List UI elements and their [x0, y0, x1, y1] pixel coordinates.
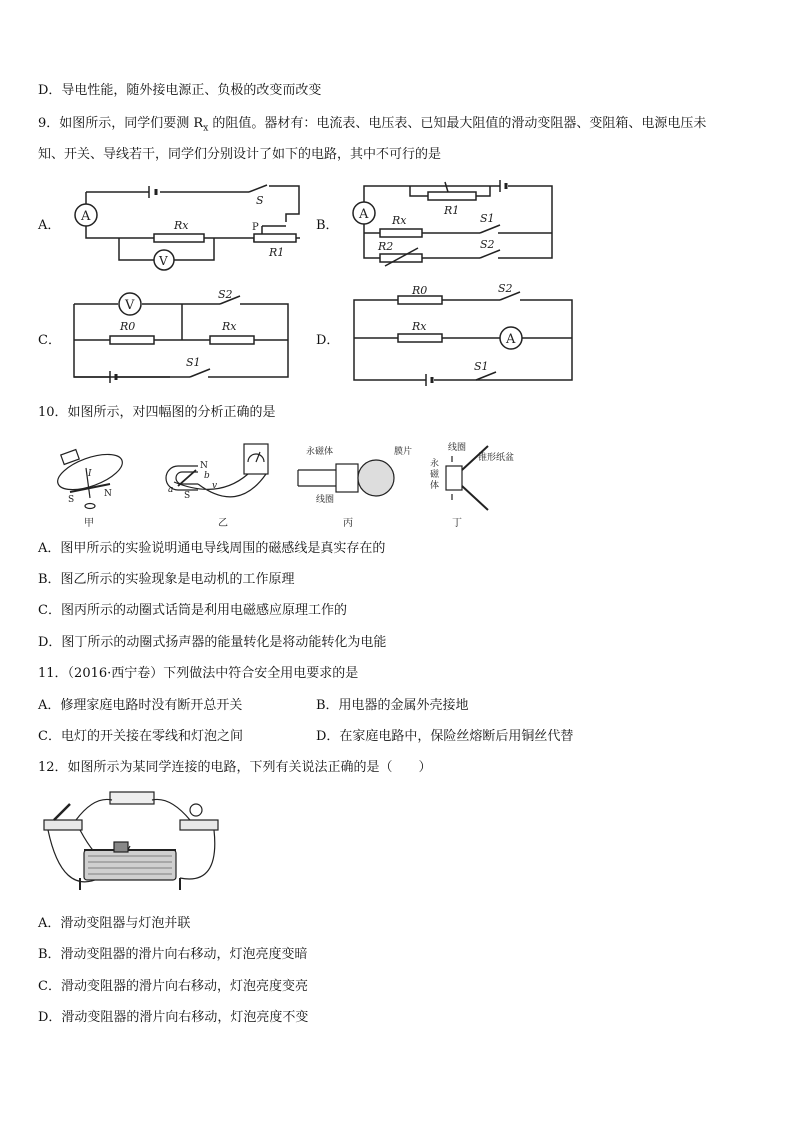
q10-option-d: D．图丁所示的动圈式扬声器的能量转化是将动能转化为电能: [38, 635, 387, 650]
svg-text:永 磁 体: [430, 457, 442, 491]
svg-text:P: P: [252, 222, 259, 233]
svg-text:S: S: [68, 495, 75, 505]
svg-text:A: A: [359, 207, 369, 222]
svg-text:R2: R2: [378, 240, 394, 253]
svg-text:S: S: [256, 194, 264, 207]
svg-text:永磁体: 永磁体: [306, 447, 334, 457]
q12-lamp-base: [180, 820, 218, 830]
svg-text:v: v: [212, 481, 218, 491]
svg-text:R1: R1: [444, 204, 460, 217]
q12-rheostat-body: [84, 850, 176, 880]
svg-text:S: S: [184, 491, 191, 501]
q12-option-c: C．滑动变阻器的滑片向右移动，灯泡亮度变亮: [38, 979, 308, 994]
q10-option-c: C．图丙所示的动圈式话筒是利用电磁感应原理工作的: [38, 603, 347, 618]
q9-circuit-b: [340, 178, 560, 270]
svg-text:乙: 乙: [218, 518, 228, 529]
q9d-rx-resistor: [398, 334, 442, 342]
svg-text:S1: S1: [474, 360, 489, 373]
svg-text:R0: R0: [120, 320, 136, 333]
svg-text:丁: 丁: [452, 518, 462, 529]
q8-option-d: D．导电性能，随外接电源正、负极的改变而改变: [38, 83, 322, 98]
svg-text:a: a: [168, 485, 174, 495]
q10-option-b: B．图乙所示的实验现象是电动机的工作原理: [38, 572, 295, 587]
svg-text:线圈: 线圈: [448, 443, 467, 453]
q12-rheostat-slider: [114, 842, 128, 852]
q10-fig-jia: [53, 447, 126, 529]
q12-option-b: B．滑动变阻器的滑片向右移动，灯泡亮度变暗: [38, 947, 308, 962]
q11-option-b: B．用电器的金属外壳接地: [316, 698, 469, 713]
q9b-rx-resistor: [380, 229, 422, 237]
svg-text:N: N: [200, 461, 208, 471]
q10-fig-bing: [298, 445, 412, 529]
svg-text:丙: 丙: [343, 518, 353, 529]
q10-ding-magnet-3: 体: [430, 481, 440, 491]
q9-circuit-c: [70, 288, 300, 387]
q9-subscript: x: [203, 123, 209, 134]
q9-stem-rest: 的阻值。器材有：电流表、电压表、已知最大阻值的滑动变阻器、变阻箱、电源电压未: [208, 116, 707, 131]
svg-text:Rx: Rx: [392, 214, 407, 227]
svg-text:S1: S1: [186, 356, 201, 369]
q12-switch-lever: [54, 804, 70, 820]
svg-text:S2: S2: [498, 282, 513, 295]
q12-circuit-photo: [40, 786, 225, 904]
svg-text:R0: R0: [412, 284, 428, 297]
q9-label-c: C．: [38, 333, 61, 348]
q9d-r0-resistor: [398, 296, 442, 304]
svg-text:N: N: [104, 489, 112, 499]
q11-option-d: D．在家庭电路中，保险丝熔断后用铜丝代替: [316, 729, 574, 744]
q9c-rx-resistor: [210, 336, 254, 344]
svg-text:Rx: Rx: [174, 219, 189, 232]
q10-ding-magnet-1: 永: [430, 459, 440, 469]
q9b-r1-resistor: [428, 192, 476, 200]
q11-option-a: A．修理家庭电路时没有断开总开关: [38, 698, 243, 713]
q11-option-c: C．电灯的开关接在零线和灯泡之间: [38, 729, 243, 744]
q9a-ammeter-symbol: A: [81, 209, 91, 224]
svg-text:S2: S2: [480, 238, 495, 251]
svg-text:S2: S2: [218, 288, 233, 301]
svg-text:线圈: 线圈: [316, 495, 335, 505]
svg-text:V: V: [125, 298, 135, 313]
q10-fig-ding: [430, 441, 514, 529]
q9-circuit-d: [350, 282, 580, 388]
q10-stem: 10．如图所示，对四幅图的分析正确的是: [38, 405, 276, 420]
q12-option-d: D．滑动变阻器的滑片向右移动，灯泡亮度不变: [38, 1010, 309, 1025]
svg-text:I: I: [88, 469, 92, 479]
q9-circuit-a: [64, 182, 314, 274]
svg-text:Rx: Rx: [412, 320, 427, 333]
q12-bulb-icon: [190, 804, 202, 816]
q9-label-d: D．: [316, 333, 340, 348]
svg-text:锥形纸盆: 锥形纸盆: [478, 453, 515, 463]
svg-text:R1: R1: [269, 246, 285, 259]
svg-text:甲: 甲: [84, 518, 94, 529]
q9a-r1-resistor: [254, 234, 296, 242]
svg-text:Rx: Rx: [222, 320, 237, 333]
q11-stem: 11．（2016·西宁卷）下列做法中符合安全用电要求的是: [38, 666, 359, 681]
svg-text:S1: S1: [480, 212, 495, 225]
q9a-rx-resistor: [154, 234, 204, 242]
q10-fig-yi: [166, 444, 268, 529]
svg-text:A: A: [506, 332, 516, 347]
q9-label-a: A．: [38, 218, 61, 233]
svg-text:b: b: [204, 471, 210, 481]
q12-battery-box: [110, 792, 154, 804]
q10-figures: [48, 436, 518, 532]
svg-text:膜片: 膜片: [394, 447, 413, 457]
q12-switch-base: [44, 820, 82, 830]
q9-stem-start: 9．如图所示，同学们要测 R: [38, 116, 204, 131]
q9c-r0-resistor: [110, 336, 154, 344]
svg-text:V: V: [159, 254, 168, 268]
q10-option-a: A．图甲所示的实验说明通电导线周围的磁感线是真实存在的: [38, 541, 386, 556]
q10-ding-magnet-2: 磁: [430, 470, 440, 480]
q12-option-a: A．滑动变阻器与灯泡并联: [38, 916, 191, 931]
q9-stem-line1: [38, 115, 706, 138]
q9-stem-line2: 知、开关、导线若干，同学们分别设计了如下的电路，其中不可行的是: [38, 147, 442, 162]
q12-stem: 12．如图所示为某同学连接的电路，下列有关说法正确的是（ ）: [38, 760, 432, 775]
q9-label-b: B．: [316, 218, 339, 233]
